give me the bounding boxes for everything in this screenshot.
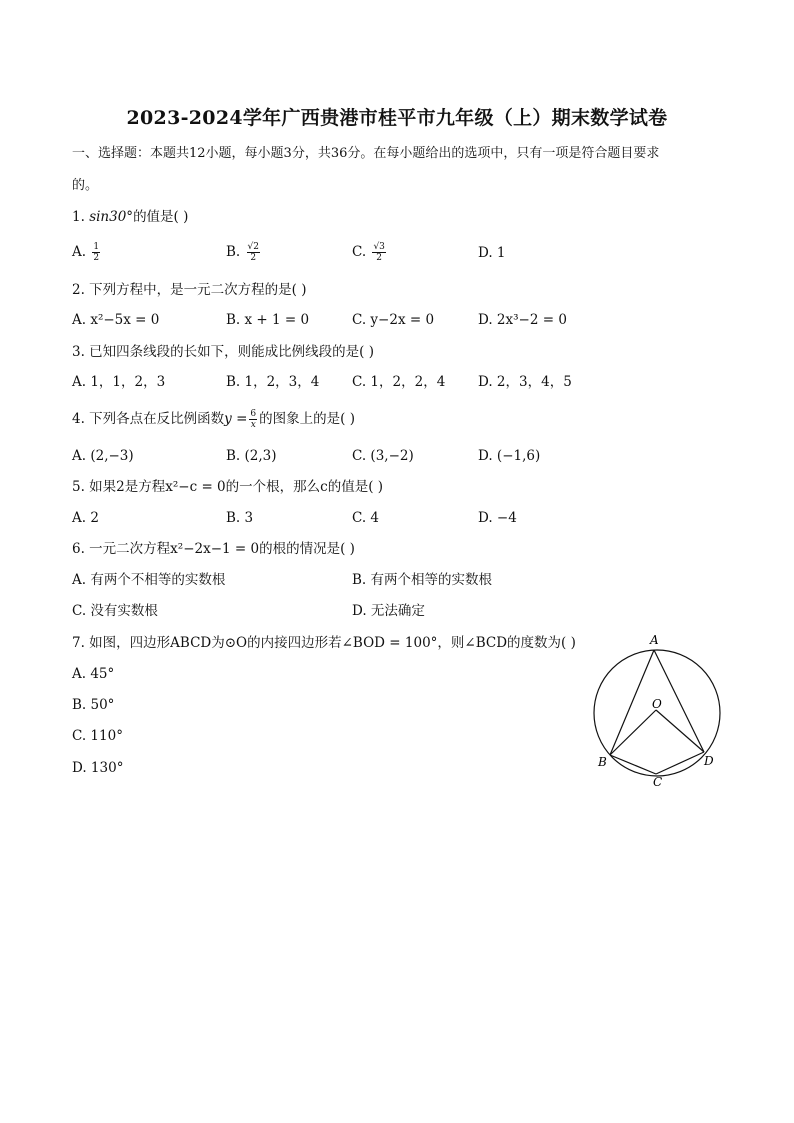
fraction-numerator: 1 [93, 242, 100, 252]
q3-option-d: D. 2，3，4，5 [478, 374, 572, 390]
q4-option-d: D. (−1,6) [478, 448, 541, 464]
fraction-denominator: x [250, 420, 256, 430]
q4-stem-prefix: 4. 下列各点在反比例函数 [72, 411, 225, 427]
q1-option-c-prefix: C. [352, 244, 367, 260]
q1-option-c-fraction [372, 242, 385, 263]
circle-inscribed-quadrilateral-figure [590, 628, 730, 793]
q7-stem: 7. 如图，四边形ABCD为⊙O的内接四边形若∠BOD = 100°，则∠BCD的度数为( ) [72, 635, 576, 651]
q4-function-lhs: y = [224, 411, 248, 427]
label-point-b: B [598, 755, 607, 769]
q6-option-d: D. 无法确定 [352, 603, 425, 619]
q2-option-d: D. 2x³−2 = 0 [478, 312, 567, 328]
q5-option-c: C. 4 [352, 510, 380, 526]
q6-option-c: C. 没有实数根 [72, 603, 158, 619]
q5-option-a: A. 2 [72, 510, 99, 526]
q4-option-b: B. (2,3) [226, 448, 277, 464]
q1-text: 的值是( ) [133, 209, 189, 225]
q1-number: 1. [72, 209, 85, 225]
q6-stem: 6. 一元二次方程x²−2x−1 = 0的根的情况是( ) [72, 541, 355, 557]
section-instructions-line2: 的。 [72, 178, 99, 193]
q2-option-a: A. x²−5x = 0 [72, 312, 160, 328]
q1-option-b [226, 242, 262, 263]
label-point-o: O [652, 697, 662, 711]
label-point-c: C [653, 775, 663, 789]
segment-cd [656, 752, 704, 774]
q3-option-b: B. 1，2，3，4 [226, 374, 320, 390]
label-point-d: D [704, 754, 714, 768]
q4-option-a: A. (2,−3) [72, 448, 134, 464]
q5-option-b: B. 3 [226, 510, 254, 526]
segment-bo [610, 710, 656, 755]
segment-ab [610, 650, 654, 755]
q1-option-b-prefix: B. [226, 244, 241, 260]
q1-option-b-fraction [247, 242, 260, 263]
q4-stem [72, 409, 355, 430]
q7-option-b: B. 50° [72, 697, 115, 713]
fraction-numerator: 6 [250, 409, 257, 419]
q7-option-a: A. 45° [72, 666, 115, 682]
q6-option-a: A. 有两个不相等的实数根 [72, 572, 226, 588]
q4-option-c: C. (3,−2) [352, 448, 414, 464]
q1-option-c [352, 242, 388, 263]
fraction-numerator: √2 [247, 242, 259, 252]
label-point-a: A [650, 633, 659, 647]
fraction-numerator: √3 [373, 242, 385, 252]
q7-option-c: C. 110° [72, 728, 123, 744]
q6-option-b: B. 有两个相等的实数根 [352, 572, 493, 588]
q3-option-a: A. 1，1，2，3 [72, 374, 166, 390]
q2-option-b: B. x + 1 = 0 [226, 312, 310, 328]
page-title: 2023-2024学年广西贵港市桂平市九年级（上）期末数学试卷 [126, 107, 668, 129]
q4-function-fraction [249, 409, 257, 430]
fraction-denominator: 2 [376, 253, 383, 263]
fraction-denominator: 2 [250, 253, 257, 263]
q1-option-a-fraction [92, 242, 100, 263]
q1-stem [72, 208, 188, 226]
segment-od [656, 710, 704, 752]
q1-option-d: D. 1 [478, 245, 506, 261]
q7-option-d: D. 130° [72, 760, 124, 776]
q3-option-c: C. 1，2，2，4 [352, 374, 446, 390]
section-instructions-line1: 一、选择题：本题共12小题，每小题3分，共36分。在每小题给出的选项中，只有一项是符合题目要求 [72, 146, 660, 161]
fraction-denominator: 2 [93, 253, 100, 263]
q2-option-c: C. y−2x = 0 [352, 312, 435, 328]
circle-o [594, 650, 720, 776]
q5-option-d: D. −4 [478, 510, 517, 526]
q5-stem: 5. 如果2是方程x²−c = 0的一个根，那么c的值是( ) [72, 479, 384, 495]
q3-stem: 3. 已知四条线段的长如下，则能成比例线段的是( ) [72, 344, 374, 360]
q4-stem-suffix: 的图象上的是( ) [259, 411, 355, 427]
q2-stem: 2. 下列方程中，是一元二次方程的是( ) [72, 282, 307, 298]
q1-expression: sin30° [89, 209, 134, 225]
q1-option-a [72, 242, 102, 263]
q1-option-a-prefix: A. [72, 244, 87, 260]
